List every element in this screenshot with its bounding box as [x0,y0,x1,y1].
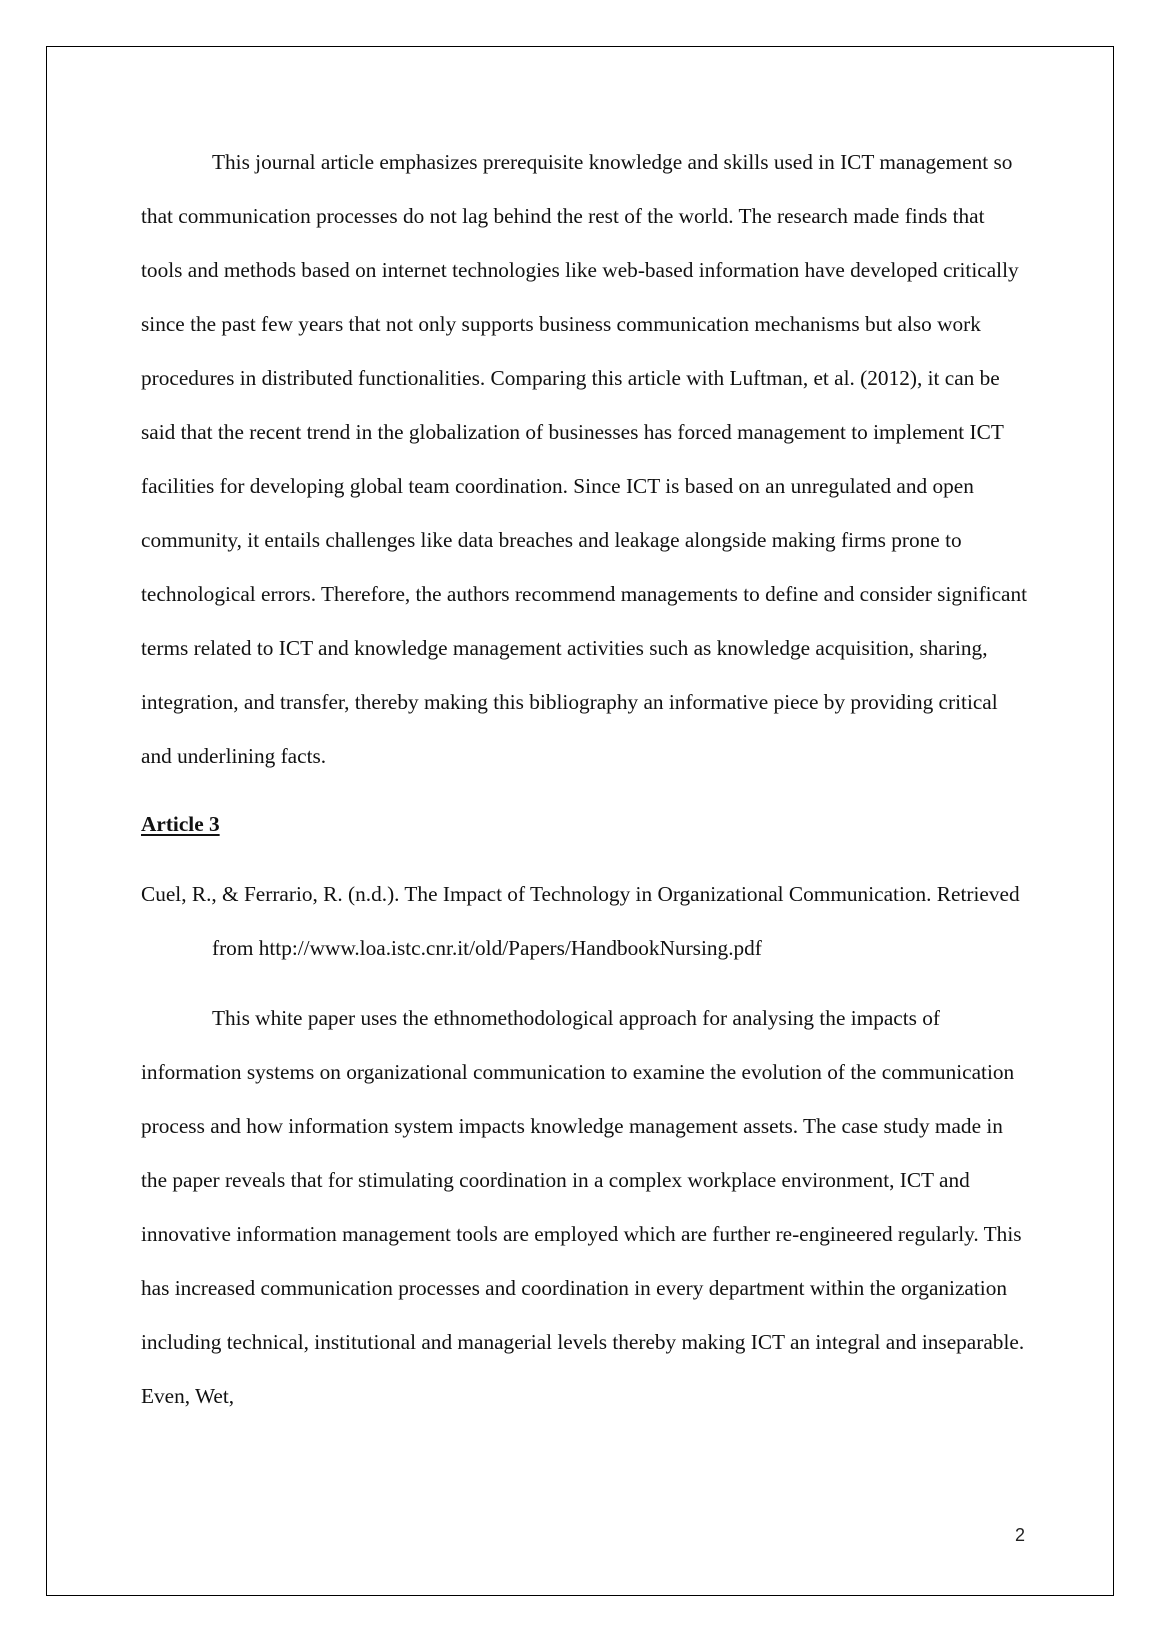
page-number: 2 [1014,1525,1025,1545]
body-paragraph-2: This white paper uses the ethnomethodological approach for analysing the impacts of information systems on organizational communication to examine the evolution of the communication process and how information system impacts knowledge management assets. The case study made in the paper reveals that for stimulating coordination in a complex workplace environment, ICT and innovative information management tools are employed which are further re-engineered regularly. This has increased communication processes and coordination in every department within the organization including technical, institutional and managerial levels thereby making ICT an integral and inseparable. Even, Wet, [141,1006,1025,1408]
body-paragraph-1: This journal article emphasizes prerequisite knowledge and skills used in ICT management so that communication processes do not lag behind the rest of the world. The research made finds that tools and methods based on internet technologies like web-based information have developed critically since the past few years that not only supports business communication mechanisms but also work procedures in distributed functionalities. Comparing this article with Luftman, et al. (2012), it can be said that the recent trend in the globalization of businesses has forced management to implement ICT facilities for developing global team coordination. Since ICT is based on an unregulated and open community, it entails challenges like data breaches and leakage alongside making firms prone to technological errors. Therefore, the authors recommend managements to define and consider significant terms related to ICT and knowledge management activities such as knowledge acquisition, sharing, integration, and transfer, thereby making this bibliography an informative piece by providing critical and underlining facts. [141,150,1028,768]
document-body [141,135,1031,1423]
section-heading-article-3: Article 3 [141,812,220,836]
bibliography-reference: Cuel, R., & Ferrario, R. (n.d.). The Impact of Technology in Organizational Communication. Retrieved from http://www.loa.istc.cnr.it/old/Papers/HandbookNursing.pdf [141,882,1020,960]
